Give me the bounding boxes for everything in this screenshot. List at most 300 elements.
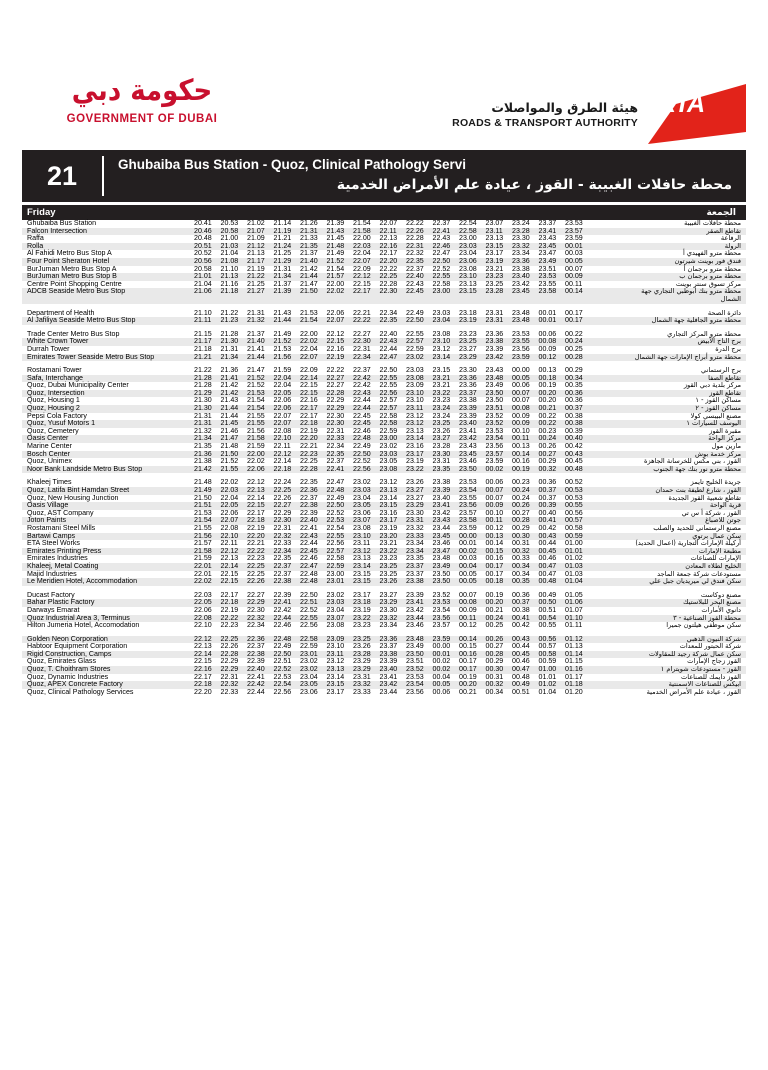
departure-time-cell: 22.02 [194, 577, 212, 586]
departure-time-cell: 21.45 [220, 419, 239, 428]
departure-time-cell: 23.14 [379, 493, 398, 502]
stop-name-english: Bahar Plastic Factory [27, 598, 95, 607]
departure-time-cell [592, 615, 619, 623]
departure-time-cell: 22.32 [273, 531, 292, 540]
departure-time-cell: 21.52 [247, 373, 265, 382]
departure-time-cell: 00.01 [432, 649, 451, 658]
departure-time-cell: 21.53 [247, 388, 265, 397]
departure-time-cell: 23.32 [379, 613, 398, 622]
departure-time-cell: 23.57 [485, 449, 504, 458]
departure-time-cell: 22.37 [273, 561, 292, 570]
departure-time-cell: 22.48 [353, 434, 371, 443]
departure-time-cell: 22.48 [273, 634, 292, 643]
departure-time-cell: 00.51 [538, 605, 557, 614]
departure-time-cell: 22.00 [353, 234, 371, 243]
stop-name-arabic: مركز الواحة [708, 434, 741, 443]
departure-time-cell: 23.00 [379, 434, 398, 443]
departure-time-cell: 23.15 [326, 680, 345, 689]
departure-time-cell: 00.01 [459, 539, 477, 548]
departure-time-cell: 23.55 [512, 337, 530, 346]
gov-arabic-wordmark: حكومة دبي [71, 74, 213, 108]
departure-time-cell: 23.10 [406, 388, 424, 397]
departure-time-cell: 22.07 [273, 419, 292, 428]
departure-time-cell: 23.24 [432, 404, 451, 413]
departure-time-cell: 01.16 [565, 665, 583, 674]
departure-time-cell: 21.51 [194, 501, 212, 510]
departure-time-cell: 00.56 [538, 634, 557, 643]
departure-time-cell: 00.02 [459, 546, 477, 555]
departure-time-cell: 00.13 [538, 366, 557, 375]
departure-time-cell: 21.57 [194, 539, 212, 548]
departure-time-cell: 00.32 [538, 464, 557, 473]
departure-time-cell: 00.12 [485, 523, 504, 532]
departure-time-cell: 20.52 [194, 249, 212, 258]
departure-time-cell: 23.39 [459, 411, 477, 420]
departure-time-cell: 22.12 [220, 546, 239, 555]
departure-time-cell: 22.31 [273, 523, 292, 532]
departure-time-cell: 23.11 [485, 226, 503, 235]
departure-time-cell: 22.15 [220, 569, 239, 578]
departure-time-cell: 00.17 [485, 569, 504, 578]
departure-time-cell: 21.57 [326, 272, 345, 281]
departure-time-cell: 23.26 [353, 642, 371, 651]
departure-time-cell: 23.14 [326, 672, 345, 681]
departure-time-cell: 23.41 [432, 501, 451, 510]
departure-time-cell: 21.55 [220, 464, 239, 473]
departure-time-cell: 22.02 [300, 337, 318, 346]
departure-time-cell: 23.53 [565, 219, 583, 227]
departure-time-cell [592, 397, 619, 405]
departure-time-cell: 00.58 [565, 523, 583, 532]
departure-time-cell: 00.24 [512, 486, 530, 494]
departure-time-cell: 21.48 [220, 442, 239, 451]
departure-time-cell: 22.14 [300, 373, 318, 382]
departure-time-cell: 22.43 [353, 388, 371, 397]
departure-time-cell: 22.54 [273, 680, 292, 689]
departure-time-cell: 22.31 [406, 241, 424, 250]
departure-time-cell: 00.36 [538, 478, 557, 487]
stop-name-arabic: القوز زجاج الإمارات [687, 657, 741, 666]
departure-time-cell: 21.44 [300, 272, 318, 281]
departure-time-cell: 23.05 [300, 680, 318, 689]
departure-time-cell: 22.12 [194, 634, 212, 643]
departure-time-cell: 00.42 [512, 621, 530, 630]
departure-time-cell: 21.45 [326, 234, 345, 243]
departure-time-cell [592, 599, 619, 607]
departure-time-cell: 22.14 [194, 649, 212, 658]
stop-name-english: Quoz, New Housing Junction [27, 493, 119, 502]
departure-time-cell: 21.50 [194, 493, 212, 502]
departure-time-cell: 21.13 [247, 249, 265, 258]
departure-time-cell [592, 250, 619, 258]
departure-time-cell: 23.25 [379, 561, 398, 570]
departure-time-cell: 23.53 [485, 426, 504, 435]
departure-time-cell: 23.02 [300, 665, 318, 674]
departure-time-cell: 00.20 [485, 598, 504, 607]
departure-time-cell: 22.33 [220, 687, 239, 696]
departure-time-cell: 22.33 [326, 434, 345, 443]
departure-time-cell: 22.37 [326, 457, 345, 466]
departure-time-cell: 00.37 [512, 598, 530, 607]
departure-time-cell: 22.05 [194, 598, 212, 607]
departure-time-cell: 21.37 [273, 279, 292, 288]
departure-time-cell: 22.35 [379, 316, 398, 325]
departure-time-cell: 21.44 [220, 404, 239, 413]
departure-time-cell: 23.43 [432, 516, 451, 525]
departure-time-cell: 23.53 [512, 329, 530, 338]
departure-time-cell: 23.17 [353, 590, 371, 599]
departure-time-cell: 23.19 [459, 316, 477, 325]
departure-time-cell: 00.16 [512, 457, 530, 466]
departure-time-cell: 23.06 [353, 508, 371, 517]
departure-time-cell: 23.08 [459, 264, 477, 273]
departure-time-cell: 22.43 [379, 337, 398, 346]
stop-name-arabic: دائرة الصحة [707, 308, 741, 317]
departure-time-cell: 00.48 [538, 577, 557, 586]
departure-time-cell: 23.32 [406, 523, 424, 532]
stop-name-arabic: سكن فندق لي ميريديان جبل علي [649, 577, 741, 586]
departure-time-cell: 23.50 [406, 649, 424, 658]
departure-time-cell: 23.38 [406, 577, 424, 586]
departure-time-cell: 22.34 [379, 308, 398, 317]
departure-time-cell: 23.58 [459, 516, 477, 525]
departure-time-cell: 00.14 [565, 287, 583, 296]
departure-time-cell: 22.59 [300, 642, 318, 651]
stop-name-english: Le Meridien Hotel, Accommodation [27, 577, 138, 586]
departure-time-cell: 21.36 [220, 366, 239, 375]
departure-time-cell: 22.28 [300, 464, 318, 473]
departure-time-cell: 22.55 [326, 531, 345, 540]
departure-time-cell: 22.43 [300, 531, 318, 540]
departure-time-cell: 23.49 [485, 381, 504, 390]
departure-time-cell: 21.43 [326, 226, 345, 235]
departure-time-cell: 23.22 [432, 388, 451, 397]
stop-name-arabic: تقاطع القوز [709, 388, 741, 397]
stop-name-english: Quoz, Cemetery [27, 426, 79, 435]
departure-time-cell: 23.28 [512, 226, 530, 235]
departure-time-cell: 21.30 [194, 396, 212, 405]
departure-time-cell: 22.28 [406, 234, 424, 243]
departure-time-cell: 00.15 [485, 546, 504, 555]
departure-time-cell: 22.42 [353, 373, 371, 382]
departure-time-cell: 22.56 [273, 687, 292, 696]
departure-time-cell: 23.03 [353, 486, 371, 494]
departure-time-cell: 00.56 [565, 508, 583, 517]
departure-time-cell: 23.48 [406, 634, 424, 643]
stop-name-arabic: مارين مول [711, 442, 741, 451]
departure-time-cell [592, 451, 619, 459]
departure-time-cell: 23.30 [459, 366, 477, 375]
departure-time-cell: 01.15 [565, 657, 583, 666]
departure-time-cell: 23.54 [432, 605, 451, 614]
departure-time-cell [592, 592, 619, 600]
departure-time-cell: 23.10 [326, 642, 345, 651]
departure-time-cell: 00.21 [459, 687, 477, 696]
departure-time-cell: 22.37 [432, 219, 451, 227]
stop-name-english: Falcon Intersection [27, 226, 87, 235]
departure-time-cell: 21.28 [194, 381, 212, 390]
departure-time-cell: 00.47 [512, 665, 530, 674]
departure-time-cell: 21.33 [300, 234, 318, 243]
departure-time-cell: 22.18 [300, 419, 318, 428]
departure-time-cell: 00.28 [512, 516, 530, 525]
departure-time-cell: 22.41 [326, 464, 345, 473]
departure-time-cell: 21.59 [247, 442, 265, 451]
departure-time-cell [592, 578, 619, 586]
departure-time-cell: 21.52 [220, 457, 239, 466]
departure-time-cell: 22.34 [273, 546, 292, 555]
departure-time-cell: 22.41 [247, 672, 265, 681]
departure-time-cell: 22.37 [273, 569, 292, 578]
departure-time-cell: 23.03 [432, 308, 451, 317]
departure-times [194, 578, 619, 586]
departure-time-cell: 22.09 [300, 366, 318, 375]
departure-time-cell: 22.04 [273, 373, 292, 382]
departure-time-cell: 22.21 [300, 442, 318, 451]
departure-time-cell: 23.11 [406, 404, 424, 413]
departure-time-cell: 23.53 [538, 272, 557, 281]
departure-time-cell: 22.58 [432, 279, 451, 288]
departure-time-cell [592, 607, 619, 615]
departure-time-cell: 22.22 [247, 546, 265, 555]
departure-time-cell [592, 413, 619, 421]
departure-time-cell: 23.51 [538, 264, 557, 273]
departure-time-cell: 23.38 [432, 478, 451, 487]
departure-time-cell: 22.35 [406, 256, 424, 265]
departure-time-cell: 23.33 [353, 687, 371, 696]
departure-time-cell: 23.46 [406, 621, 424, 630]
departure-time-cell: 23.08 [406, 373, 424, 382]
departure-time-cell: 23.59 [485, 457, 504, 466]
departure-time-cell: 22.15 [220, 577, 239, 586]
departure-time-cell: 00.14 [512, 449, 530, 458]
departure-time-cell: 00.57 [538, 642, 557, 651]
departure-time-cell: 00.36 [565, 388, 583, 397]
departure-time-cell: 22.01 [194, 569, 212, 578]
departure-time-cell: 22.13 [194, 642, 212, 651]
departure-time-cell: 22.37 [353, 366, 371, 375]
stop-name-english: BurJuman Metro Bus Stop B [27, 272, 117, 281]
departure-time-cell: 23.28 [432, 442, 451, 451]
departure-time-cell: 22.33 [273, 539, 292, 548]
departure-time-cell: 22.22 [379, 264, 398, 273]
departure-time-cell: 22.37 [300, 493, 318, 502]
stop-name-arabic: القوز دايمك للصناعات [681, 672, 741, 681]
departure-time-cell: 22.58 [326, 554, 345, 563]
departure-time-cell [592, 266, 619, 274]
departure-time-cell: 00.29 [565, 366, 583, 375]
departure-time-cell: 00.49 [538, 590, 557, 599]
departure-time-cell: 00.43 [512, 634, 530, 643]
stop-name-english: Noor Bank Landside Metro Bus Stop [27, 464, 143, 473]
departure-time-cell: 21.39 [273, 287, 292, 296]
departure-time-cell: 21.52 [247, 381, 265, 390]
departure-time-cell: 22.15 [300, 381, 318, 390]
departure-time-cell: 22.47 [326, 478, 345, 487]
departure-time-cell: 23.17 [406, 449, 424, 458]
departure-time-cell: 23.41 [406, 598, 424, 607]
stop-name-english: Rostamani Tower [27, 366, 82, 375]
departure-time-cell: 22.17 [194, 672, 212, 681]
departure-time-cell: 23.30 [406, 508, 424, 517]
departure-time-cell: 23.27 [432, 434, 451, 443]
departure-time-cell: 00.42 [538, 523, 557, 532]
departure-time-cell: 23.25 [432, 419, 451, 428]
departure-time-cell: 23.50 [432, 577, 451, 586]
departure-time-cell: 22.49 [353, 442, 371, 451]
stop-name-english: Al Fahidi Metro Bus Stop A [27, 249, 112, 258]
rta-english-name: ROADS & TRANSPORT AUTHORITY [452, 116, 638, 129]
departure-time-cell: 23.56 [459, 501, 477, 510]
stop-name-arabic: محطة مترو المركز التجاري [667, 329, 741, 338]
stop-name-english: Quoz Industrial Area 3, Terminus [27, 613, 130, 622]
departure-time-cell [592, 258, 619, 266]
departure-time-cell: 00.49 [512, 680, 530, 689]
departure-time-cell: 21.29 [194, 388, 212, 397]
departure-time-cell: 23.42 [379, 680, 398, 689]
departure-time-cell: 21.22 [247, 272, 265, 281]
departure-time-cell: 23.44 [406, 613, 424, 622]
departure-time-cell: 22.39 [300, 508, 318, 517]
departure-time-cell: 23.13 [406, 426, 424, 435]
departure-time-cell: 22.16 [194, 665, 212, 674]
departure-time-cell: 21.23 [220, 316, 239, 325]
departure-time-cell: 00.45 [565, 457, 583, 466]
departure-time-cell: 22.50 [273, 649, 292, 658]
stop-name-arabic: ابيكس للصناعات الاسمنتية [668, 680, 741, 689]
stop-name-english: Rolla [27, 241, 44, 250]
stop-name-english: Ghubaiba Bus Station [27, 219, 97, 227]
departure-time-cell: 00.09 [485, 501, 504, 510]
departure-time-cell: 21.27 [247, 287, 265, 296]
departure-time-cell: 23.50 [459, 464, 477, 473]
table-row [22, 622, 746, 630]
timetable [22, 220, 746, 696]
departure-time-cell: 22.11 [273, 442, 291, 451]
stop-name-english: Emirates Industries [27, 554, 88, 563]
departure-time-cell: 01.03 [565, 569, 583, 578]
departure-time-cell: 23.26 [432, 426, 451, 435]
departure-time-cell: 22.59 [379, 426, 398, 435]
table-row [22, 317, 746, 325]
departure-time-cell: 23.49 [538, 256, 557, 265]
departure-time-cell: 22.41 [432, 226, 451, 235]
departure-time-cell: 01.00 [538, 665, 557, 674]
departure-time-cell: 22.26 [273, 493, 292, 502]
departure-time-cell [592, 510, 619, 518]
departure-time-cell: 00.23 [538, 426, 557, 435]
departure-time-cell: 23.27 [459, 344, 477, 353]
departure-time-cell: 22.56 [379, 388, 398, 397]
departure-time-cell: 23.13 [353, 554, 371, 563]
stop-name-arabic: جوتن للاصباغ [705, 516, 741, 525]
departure-time-cell: 00.10 [512, 426, 530, 435]
departure-time-cell: 00.39 [565, 426, 583, 435]
departure-time-cell: 00.53 [565, 493, 583, 502]
departure-time-cell: 00.40 [565, 434, 583, 443]
departure-time-cell: 22.29 [247, 598, 265, 607]
stop-name-english: Emirates Printing Press [27, 546, 102, 555]
departure-time-cell: 23.14 [406, 434, 424, 443]
departure-times [194, 466, 619, 474]
departure-time-cell: 22.52 [326, 508, 345, 517]
departure-time-cell: 22.43 [432, 234, 451, 243]
departure-time-cell: 23.04 [353, 493, 371, 502]
departure-time-cell: 21.55 [194, 523, 212, 532]
departure-time-cell: 22.07 [326, 316, 345, 325]
departure-time-cell: 22.06 [220, 508, 239, 517]
departure-time-cell: 00.55 [538, 621, 557, 630]
table-row [22, 578, 746, 586]
departure-time-cell: 23.16 [406, 442, 424, 451]
stop-name-english: Emirates Tower Seaside Metro Bus Stop [27, 352, 155, 361]
departure-time-cell: 00.34 [512, 561, 530, 570]
departure-time-cell: 23.31 [432, 457, 451, 466]
departure-time-cell: 00.23 [512, 478, 530, 487]
table-row [22, 288, 746, 303]
departure-time-cell: 23.53 [459, 478, 477, 487]
stop-name-english: Quoz, Intersection [27, 388, 85, 397]
departure-time-cell: 00.25 [485, 621, 504, 630]
departure-time-cell: 22.15 [353, 279, 371, 288]
departure-time-cell: 22.19 [326, 352, 345, 361]
departure-time-cell: 23.39 [379, 657, 398, 666]
stop-name-arabic: مطبعة الإمارات [698, 546, 741, 555]
departure-time-cell: 23.40 [432, 493, 451, 502]
departure-time-cell: 00.44 [512, 642, 530, 651]
departure-time-cell: 23.25 [353, 634, 371, 643]
departure-time-cell [592, 243, 619, 251]
departure-time-cell: 00.34 [565, 373, 583, 382]
departure-time-cell: 23.48 [512, 316, 530, 325]
departure-time-cell: 23.09 [406, 381, 424, 390]
departure-time-cell: 23.29 [353, 657, 371, 666]
departure-time-cell: 23.36 [379, 634, 398, 643]
departure-time-cell: 22.50 [406, 316, 424, 325]
departure-time-cell: 22.22 [326, 366, 345, 375]
departure-time-cell: 22.21 [353, 308, 371, 317]
departure-time-cell: 23.29 [353, 665, 371, 674]
departure-time-cell: 22.19 [220, 605, 239, 614]
departure-time-cell: 22.46 [353, 426, 371, 435]
departure-time-cell: 00.07 [485, 486, 504, 494]
departure-time-cell: 22.46 [273, 621, 292, 630]
departure-time-cell [592, 435, 619, 443]
departure-time-cell [592, 563, 619, 571]
departure-time-cell: 23.59 [512, 352, 530, 361]
departure-time-cell: 23.03 [326, 598, 345, 607]
departure-time-cell: 23.19 [379, 523, 398, 532]
departure-time-cell: 22.10 [220, 531, 239, 540]
departure-time-cell: 00.36 [512, 590, 530, 599]
departure-time-cell: 21.49 [273, 329, 292, 338]
departure-time-cell: 00.05 [432, 680, 451, 689]
departure-time-cell: 22.48 [300, 577, 318, 586]
departure-time-cell: 22.55 [379, 381, 398, 390]
departure-time-cell: 00.07 [512, 396, 530, 405]
departure-time-cell: 21.14 [273, 219, 292, 227]
departure-time-cell: 23.15 [485, 241, 504, 250]
departure-time-cell: 21.19 [247, 264, 265, 273]
departure-time-cell: 23.54 [406, 680, 424, 689]
rta-branding [452, 84, 746, 146]
departure-time-cell: 23.07 [353, 516, 371, 525]
rta-authority-text [452, 100, 638, 130]
departure-time-cell: 20.48 [194, 234, 212, 243]
departure-time-cell: 23.21 [432, 373, 451, 382]
departure-time-cell: 23.24 [432, 411, 451, 420]
departure-time-cell: 00.54 [538, 613, 557, 622]
